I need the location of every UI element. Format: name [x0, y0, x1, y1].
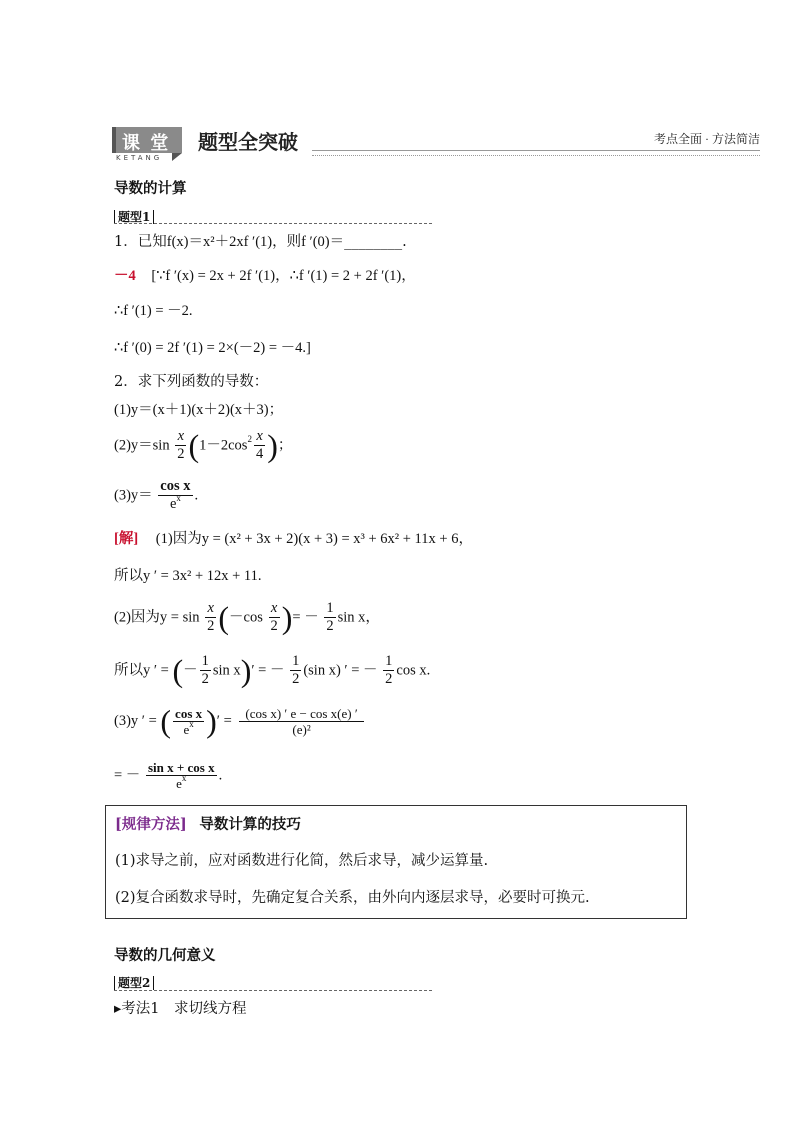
header-tagline: 考点全面 · 方法简洁 [654, 132, 760, 146]
q2p2-frac1-num: x [175, 428, 186, 446]
question-2-stem: 2．求下列函数的导数： [114, 374, 269, 390]
s2-mid: －cos [229, 609, 263, 626]
answer-1-line1 [114, 266, 416, 286]
answer-1-line3: ∴f ′(0) = 2f ′(1) = 2×(－2) = －4.] [114, 340, 311, 356]
s4-end: . [218, 767, 223, 784]
section1-tag-text: 题型1 [114, 210, 150, 224]
section2-tag-rule [114, 990, 432, 991]
s3-pre: (3)y ′ = [114, 713, 157, 729]
s2b-pre: 所以y ′ = [114, 662, 169, 679]
q2p2-frac2-den: 4 [255, 446, 264, 462]
answer-1-line2: ∴f ′(1) = －2. [114, 303, 193, 319]
q2p3-frac: $\frac{\text{cos x}}{e^x}$ [160, 478, 191, 512]
solution-line4: 所以y ′ = (－ $\frac{1}{2}$ sin x)′ = － $\frac{1}{2}$ (sin x) ′ = － $\frac{1}{2}$ cos x. [114, 652, 431, 689]
s2-frac-b: $\frac{x}{2}$ [270, 600, 278, 634]
solution-line1 [114, 529, 473, 549]
q2p2-frac2 [254, 428, 265, 463]
section2-heading: 导数的几何意义 [114, 947, 216, 964]
solution-line5: (3)y ′ = ( $\frac{\text{cos x}}{e^x}$ )′ = $\frac{\text{(cos x) ′ e − cos x(e) ′}}{\text{(e)²}}$ [114, 705, 366, 737]
s2b-half-a: $\frac{1}{2}$ [201, 653, 209, 687]
header-rule [312, 150, 760, 156]
q1-expr: f(x)＝x²＋2xf ′(1)，则f ′(0)＝ [166, 234, 345, 250]
method-box-title: 导数计算的技巧 [199, 816, 301, 833]
method-box-item2: (2)复合函数求导时，先确定复合关系，由外向内逐层求导，必要时可换元. [115, 890, 590, 906]
s2-end: sin x， [337, 609, 380, 626]
s4-pre: = － [114, 767, 141, 784]
section1-tag-rule [114, 223, 432, 224]
header-banner [112, 126, 760, 164]
header-badge-tail [172, 153, 182, 161]
solution-label: [解] [114, 531, 139, 547]
q1-blank: ________ [344, 234, 403, 250]
q2p2-frac1-den: 2 [177, 446, 185, 462]
q2p3-end: . [194, 487, 199, 504]
question-2-part1: (1)y＝(x＋1)(x＋2)(x＋3)； [114, 402, 284, 418]
answer-1-text: [∵f ′(x) = 2x + 2f ′(1)，∴f ′(1) = 2 + 2f ′(1)， [151, 268, 416, 284]
q2p3-num: cos x [160, 478, 191, 494]
q1-prefix: 1．已知 [114, 234, 167, 250]
s2b-end: cos x. [396, 662, 431, 679]
s2-frac-a: $\frac{x}{2}$ [207, 600, 215, 634]
q2p2-label: (2)y＝sin [114, 437, 170, 454]
section2-tag [114, 974, 154, 991]
method-box-label: [规律方法] [115, 816, 187, 833]
s2-pre: (2)因为y = sin [114, 609, 200, 626]
q1-end: . [402, 234, 407, 250]
method-box-heading [115, 815, 301, 835]
header-badge-text: 课 堂 [122, 133, 171, 154]
solution-line2: 所以y ′ = 3x² + 12x + 11. [114, 568, 262, 584]
header-badge-sub: KETANG [116, 154, 163, 162]
question-2-part3 [114, 478, 198, 513]
s2b-mid: ′ = － [251, 662, 285, 679]
s3-big-frac: $\frac{\text{(cos x) ′ e − cos x(e) ′}}{\text{(e)²}}$ [239, 706, 363, 737]
solution-line6 [114, 760, 222, 791]
s3-eq: ′ = [216, 713, 232, 729]
s2-half: $\frac{1}{2}$ [326, 600, 334, 634]
header-badge [112, 127, 182, 153]
method-box-item1: (1)求导之前，应对函数进行化简，然后求导，减少运算量. [115, 853, 489, 869]
header-title: 题型全突破 [198, 130, 298, 154]
q2p2-end: ； [277, 437, 293, 454]
q2p2-frac2-num: x [254, 428, 265, 446]
solution-s1: (1)因为y = (x² + 3x + 2)(x + 3) = x³ + 6x² + 11x + 6， [155, 531, 473, 547]
solution-line3: (2)因为y = sin $\frac{x}{2}$ (－cos $\frac{x}{2}$ )= － $\frac{1}{2}$ sin x， [114, 599, 380, 636]
q2p2-mid: 1－2cos [199, 437, 248, 454]
question-1 [114, 232, 407, 252]
s3-inner-frac: $\frac{\text{cos x}}{e^x}$ [175, 705, 203, 737]
s2-eq: = － [292, 609, 319, 626]
s4-frac: $\frac{\text{sin x + cos x}}{e^x}$ [147, 760, 215, 791]
s2b-inner: sin x [212, 662, 241, 679]
section2-method: ▸考法1 求切线方程 [114, 1001, 247, 1017]
section1-heading: 导数的计算 [114, 180, 187, 197]
question-2-part2: (2)y＝sin $\frac{x}{2}$ ($1-2\cos^2$ $\frac{x}{4}$ )； [114, 427, 293, 464]
s2b-mid2: (sin x) ′ = － [303, 662, 378, 679]
s2b-half-c: $\frac{1}{2}$ [385, 653, 393, 687]
q2p2-frac1 [175, 428, 186, 463]
q2p3-label: (3)y＝ [114, 487, 153, 504]
method-box [105, 805, 687, 919]
s2b-half-b: $\frac{1}{2}$ [292, 653, 300, 687]
section2-tag-text: 题型2 [114, 976, 150, 990]
answer-1-value: －4 [114, 268, 136, 284]
q2p3-den: e [169, 496, 177, 512]
